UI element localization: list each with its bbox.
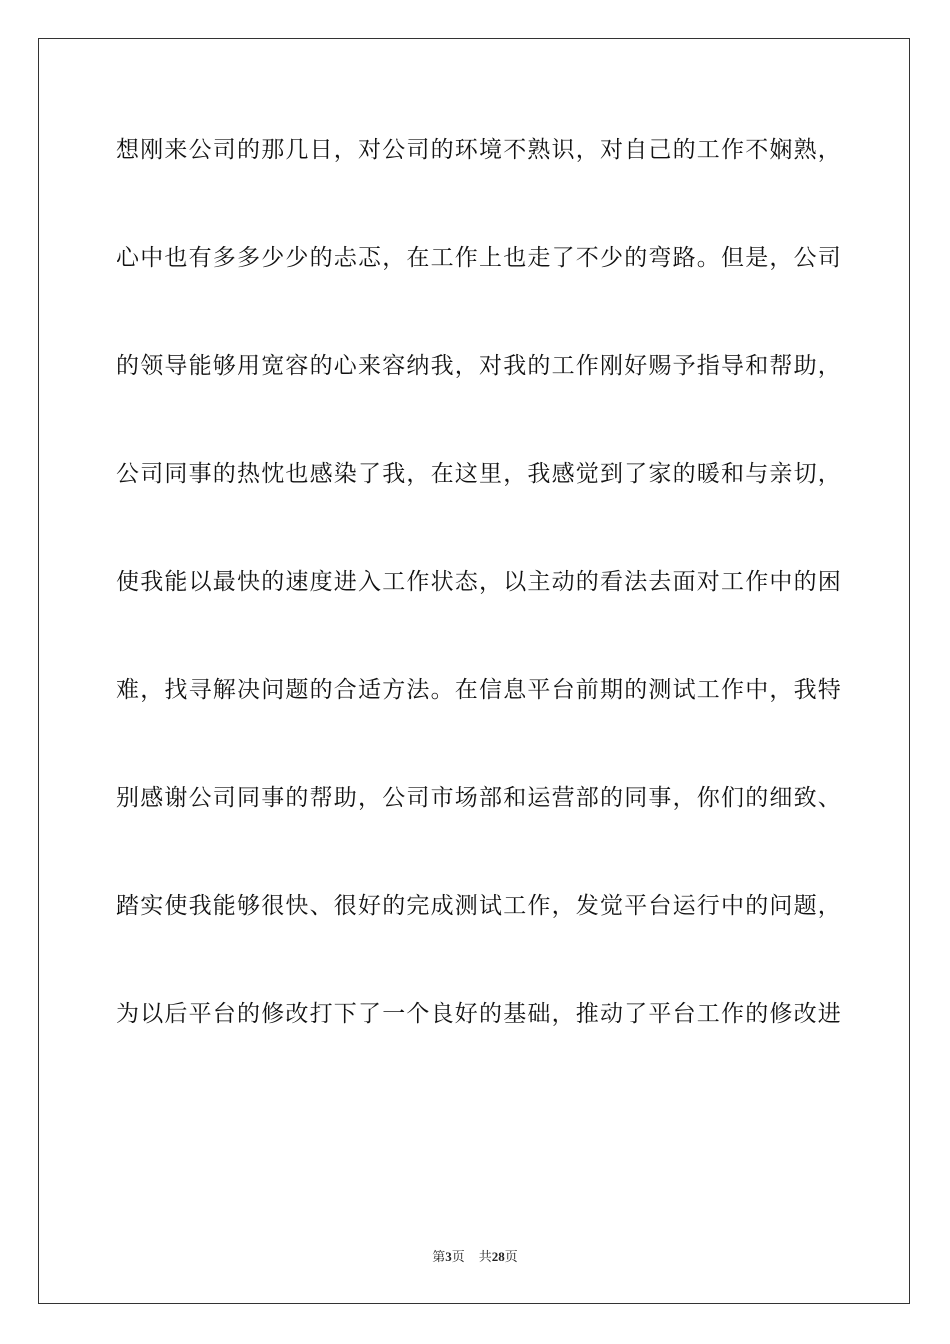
text-line-3: 的领导能够用宽容的心来容纳我，对我的工作刚好赐予指导和帮助， xyxy=(116,353,842,379)
text-line-6: 难，找寻解决问题的合适方法。在信息平台前期的测试工作中，我特 xyxy=(116,677,842,703)
total-suffix: 页 xyxy=(504,1249,518,1264)
text-line-4: 公司同事的热忱也感染了我，在这里，我感觉到了家的暖和与亲切， xyxy=(116,461,842,487)
page-suffix: 页 xyxy=(451,1249,465,1264)
text-line-1: 想刚来公司的那几日，对公司的环境不熟识，对自己的工作不娴熟， xyxy=(116,137,842,163)
page-number: 3 xyxy=(445,1249,452,1264)
text-line-9: 为以后平台的修改打下了一个良好的基础，推动了平台工作的修改进 xyxy=(116,1001,842,1027)
text-line-2: 心中也有多多少少的忐忑，在工作上也走了不少的弯路。但是，公司 xyxy=(116,245,842,271)
text-line-5: 使我能以最快的速度进入工作状态，以主动的看法去面对工作中的困 xyxy=(116,569,842,595)
document-body xyxy=(116,126,842,1098)
page-footer xyxy=(0,1246,950,1265)
total-prefix: 共 xyxy=(478,1249,492,1264)
text-line-7: 别感谢公司同事的帮助，公司市场部和运营部的同事，你们的细致、 xyxy=(116,785,842,811)
text-line-8: 踏实使我能够很快、很好的完成测试工作，发觉平台运行中的问题， xyxy=(116,893,842,919)
page-prefix: 第 xyxy=(432,1249,446,1264)
total-pages: 28 xyxy=(491,1249,505,1264)
